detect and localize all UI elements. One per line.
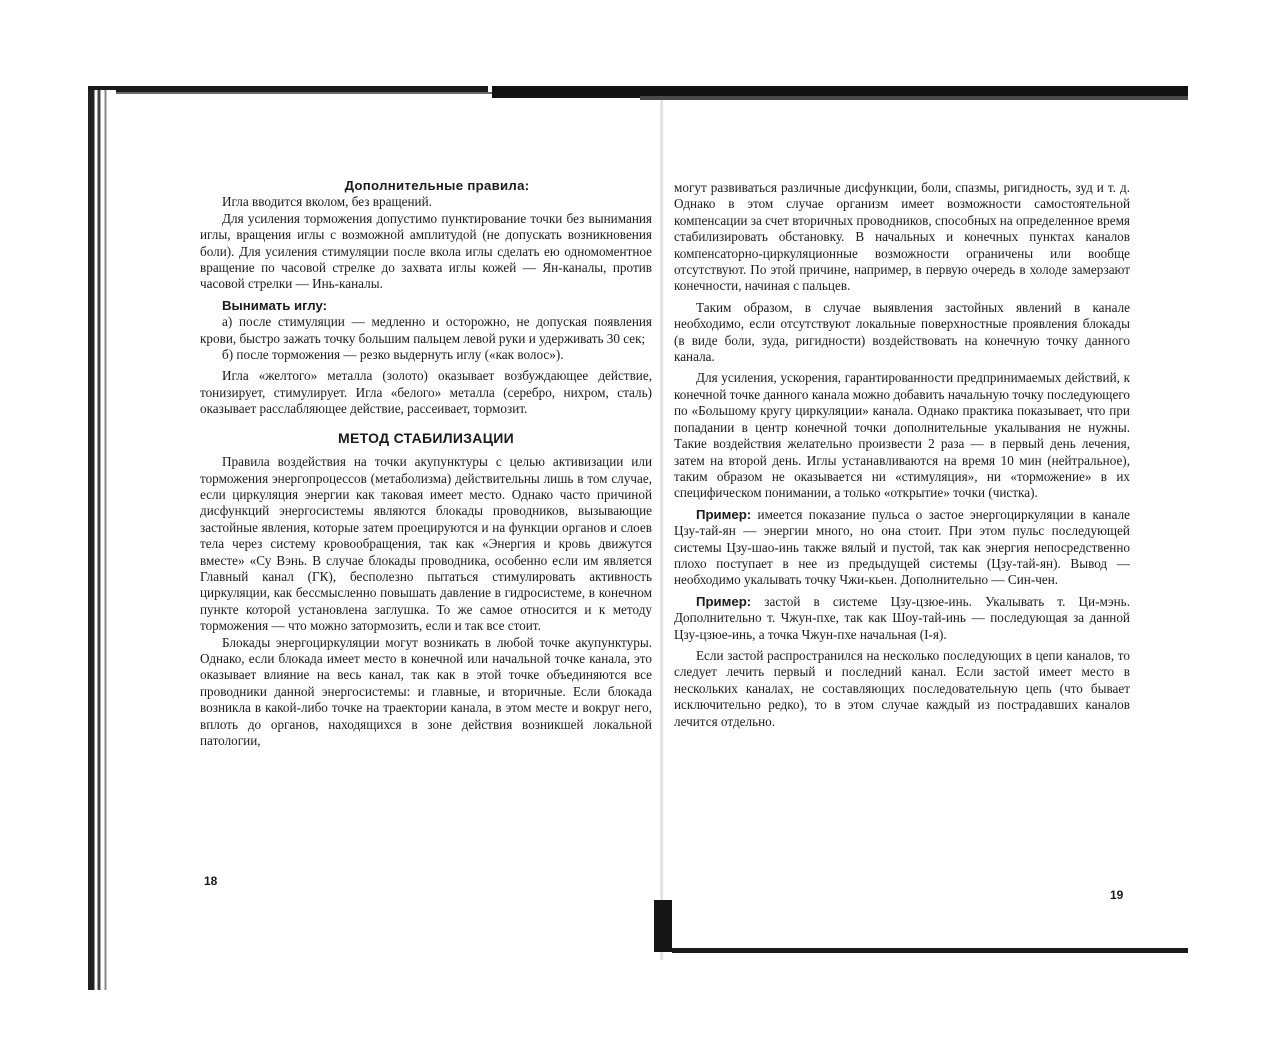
example-2-text: застой в системе Цзу-цзюе-инь. Укалывать т. Ци-мэнь. Дополнительно т. Чжун-пхе, так как Шоу-тай-инь — последующая за данной Цзу-цзюе-инь, а точка Чжун-пхе начальная (I-я). <box>674 593 1130 642</box>
right-paragraph-3: Для усиления, ускорения, гарантированности предпринимаемых действий, к конечной точке данного канала можно добавить начальную точку последующего по «Большому кругу циркуляции» канала. Однако практика показывает, что при попадании в центр конечной точки дополнительные укалывания не нужны. Такие воздействия желательно произвести 2 раза — в первый день лечения, затем на второй день. Иглы устанавливаются на время 10 мин (нейтральное), таким образом не оказывается ни «стимуляция», ни «торможение» в их специфическом понимании, а только «открытие» точки (чистка). <box>674 370 1130 501</box>
example-1-text: имеется показание пульса о застое энергоциркуляции в канале Цзу-тай-ян — энергии много, но она стоит. При этом пульс последующей системы Цзу-шао-инь также вялый и пустой, так как энергия непосредственно плохо поступает в нее из предыдущей системы (Цзу-тай-ян). Вывод — необходимо укалывать точку Чжи-кьен. Дополнительно — Син-чен. <box>674 506 1130 588</box>
example-2 <box>674 594 1130 643</box>
example-1 <box>674 507 1130 589</box>
scan-page-edge-left <box>88 90 116 990</box>
scan-border-bottom <box>672 948 1188 953</box>
metal-paragraph: Игла «желтого» металла (золото) оказывает возбуждающее действие, тонизирует, стимулирует. Игла «белого» металла (серебро, нихром, сталь) оказывает расслабляющее действие, рассеивает, тормозит. <box>200 368 652 417</box>
right-paragraph-2: Таким образом, в случае выявления застойных явлений в канале необходимо, если отсутствуют локальные поверхностные проявления блокады (в виде боли, зуда, ригидности) воздействовать на конечную точку данного канала. <box>674 299 1130 365</box>
section-title: МЕТОД СТАБИЛИЗАЦИИ <box>338 429 514 446</box>
right-page-text <box>674 180 1130 870</box>
rules-paragraph-1: Игла вводится вколом, без вращений. <box>222 194 432 210</box>
example-1-label: Пример: <box>696 506 752 522</box>
page-number-left: 18 <box>204 874 218 888</box>
left-page-text <box>200 178 652 868</box>
remove-needle-subheading: Вынимать иглу: <box>222 297 328 313</box>
right-paragraph-1: могут развиваться различные дисфункции, боли, спазмы, ригидность, зуд и т. д. Однако в этом случае организм имеет возможности самостоятельной компенсации за счет вторичных проводников, способных на определенное время стабилизировать обстановку. В начальных и конечных пунктах каналов компенсаторно-циркуляционные возможности ограничены или вообще отсутствуют. По этой причине, например, в первую очередь в холоде замерзают конечности, начиная с пальцев. <box>674 180 1130 294</box>
example-2-label: Пример: <box>696 593 752 609</box>
section-paragraph-2: Блокады энергоциркуляции могут возникать в любой точке акупунктуры. Однако, если блокада имеет место в конечной или начальной точке канала, это оказывает влияние на весь канал, так как в этой точке объединяются все проводники данной энергосистемы: и главные, и вторичные. Если блокада возникла в какой-либо точке на траектории канала, в этом месте и вокруг него, вплоть до органов, находящихся в зоне действия возникшей локальной патологии, <box>200 634 652 748</box>
rules-heading: Дополнительные правила: <box>344 178 530 193</box>
page-number-right: 19 <box>1110 888 1124 902</box>
scan-border-top-right-line <box>640 96 1188 100</box>
remove-item-b: б) после торможения — резко выдернуть иглу («как волос»). <box>222 347 564 363</box>
book-gutter <box>652 100 674 960</box>
section-paragraph-1: Правила воздействия на точки акупунктуры с целью активизации или торможения энергопроцессов (метаболизма) действительны лишь в том случае, если циркуляция энергии как таковая имеет место. Однако часто причиной дисфункций энергосистемы являются блокады проводников, вызывающие застойные явления, которые затем проецируются и на функции органов и слоев тела через систему кровообращения, так как «Энергия и кровь движутся вместе» «Су Вэнь. В случае блокады проводника, особенно если им является Главный канал (ГК), бесполезно пытаться стимулировать активность циркуляции, как бессмысленно повышать давление в гидросистеме, в конечном пункте которой установлена заглушка. То же самое относится и к методу торможения — что можно затормозить, если и так все стоит. <box>200 454 652 634</box>
rules-paragraph-2: Для усиления торможения допустимо пунктирование точки без вынимания иглы, вращения иглы с возможной амплитудой (не допускать возникновения боли). Для усиления стимуляции после вкола иглы сделать ею одномоментное вращение по часовой стрелке до захвата иглы кожей — Ян-каналы, против часовой стрелки — Инь-каналы. <box>200 210 652 292</box>
rules-heading-line <box>200 178 652 194</box>
remove-item-a: а) после стимуляции — медленно и осторожно, не допуская появления крови, быстро зажать точку большим пальцем левой руки и удерживать 30 сек; <box>200 314 652 346</box>
final-paragraph: Если застой распространился на несколько последующих в цепи каналов, то следует лечить первый и последний канал. Если застой имеет место в нескольких каналах, не составляющих последовательную цепь (что бывает исключительно редко), то в этом случае каждый из пострадавших каналов лечится отдельно. <box>674 647 1130 729</box>
gutter-shadow <box>654 900 672 952</box>
